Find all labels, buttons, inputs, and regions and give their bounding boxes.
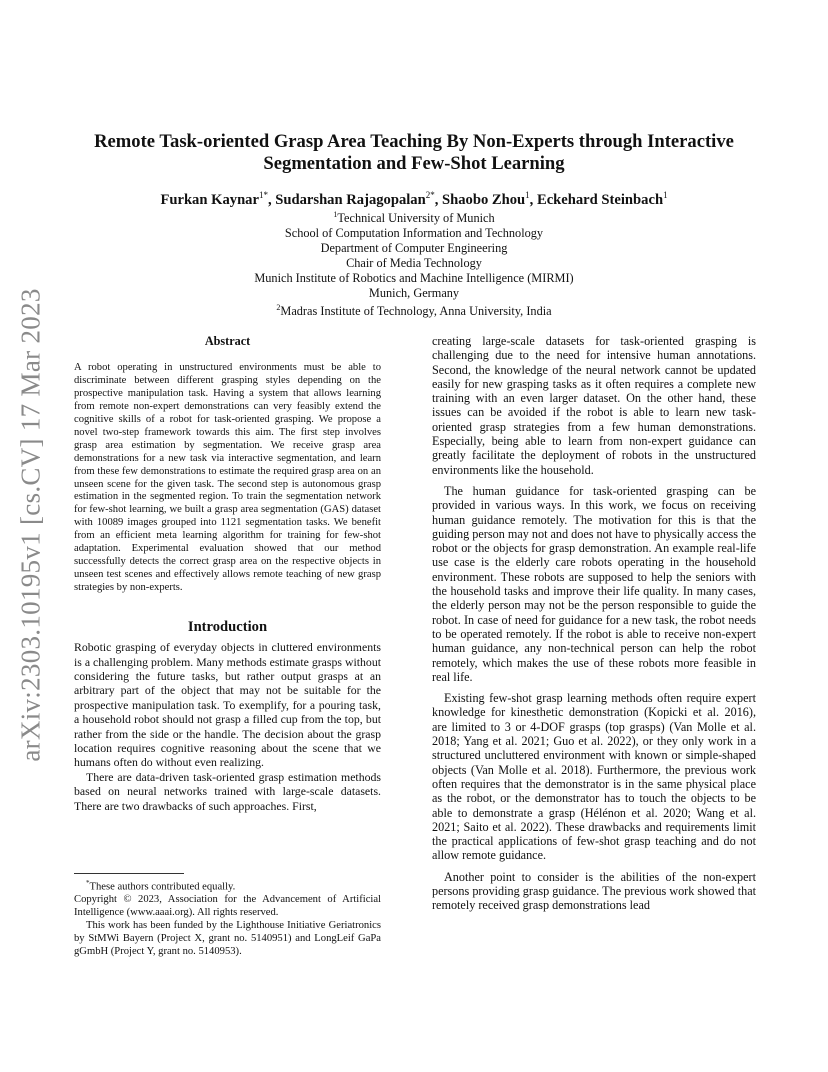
footnote-funding: This work has been funded by the Lighthouse Initiative Geriatronics by StMWi Bayern (Project X, grant no. 5140951) and LongLeif GaPa gGmbH (Project Y, grant no. 5140953).	[74, 920, 381, 958]
body-paragraph: Robotic grasping of everyday objects in cluttered environments is a challenging problem. Many methods estimate grasps without considering the future tasks, but rather output grasps at an arbitrary part of the object that may not be suitable for the prospective manipulation task. To exemplify, for a pouring task, a household robot should not grasp a filled cup from the top, but rather from the side or the handle. The decision about the grasp location requires cognitive reasoning about the scene that we humans often do without even realizing.	[74, 640, 381, 770]
footnote-copyright: Copyright © 2023, Association for the Advancement of Artificial Intelligence (www.aaai.org). All rights reserved.	[74, 894, 381, 919]
body-paragraph: The human guidance for task-oriented grasping can be provided in various ways. In this work, we focus on receiving human guidance remotely. The motivation for this is that the guiding person may not and does not have to physically access the robot or the objects for grasp demonstration. An example real-life use case is the elderly care robots operating in the household environment. These robots are supposed to help the seniors with the household tasks and improve their life quality. In many cases, the elderly person may not be the person responsible to guide the robot. In case of need for guidance for a new task, the robot needs to be operated remotely. If the robot is able to receive non-expert human guidance, any non-technical person can help the robot remotely, which makes the use of these robots more feasible in real life.	[432, 483, 756, 684]
author-mark: 1	[525, 190, 530, 200]
author-mark: 2*	[425, 190, 435, 200]
introduction-heading: Introduction	[187, 618, 268, 635]
left-column	[74, 334, 381, 813]
abstract-heading: Abstract	[204, 334, 251, 348]
affiliation-line: Chair of Media Technology	[346, 255, 482, 270]
arxiv-stamp-text: arXiv:2303.10195v1 [cs.CV] 17 Mar 2023	[15, 288, 46, 762]
footnote-block	[74, 873, 381, 959]
body-paragraph: Another point to consider is the abilities of the non-expert persons providing grasp guidance. The previous work showed that remotely received grasp demonstrations lead	[432, 869, 756, 913]
affiliation-line: $^1$Technical University of Munich	[333, 210, 495, 226]
author-mark: 1*	[258, 190, 268, 200]
author-list: Furkan Kaynar$^{1*}$, Sudarshan Rajagopalan$^{2*}$, Shaobo Zhou$^1$, Eckehard Steinbach$^1$	[160, 190, 668, 208]
body-paragraph: There are data-driven task-oriented grasp estimation methods based on neural networks trained with large-scale datasets. There are two drawbacks of such approaches. First,	[74, 769, 381, 813]
body-paragraph: creating large-scale datasets for task-oriented grasping is challenging due to the need for intensive human annotations. Second, the knowledge of the neural network cannot be updated easily for new grasping tasks as it often requires a complete new training with an even larger dataset. On the other hand, these issues can be avoided if the robot is able to learn new task-oriented grasp strategies from a few human demonstrations. Especially, being able to learn from non-expert guidance can greatly facilitate the deployment of robots in the unstructured environments like the household.	[432, 334, 756, 477]
footnote-equal-contribution: *These authors contributed equally.	[86, 879, 236, 893]
paper-title: Remote Task-oriented Grasp Area Teaching By Non-Experts through Interactive Segmentation and Few-Shot Learning	[94, 131, 734, 174]
affiliation-line: Department of Computer Engineering	[320, 240, 508, 255]
author-name: Sudarshan Rajagopalan	[275, 191, 426, 208]
author-name: Eckehard Steinbach	[536, 191, 664, 208]
footnote-divider	[74, 873, 184, 874]
affiliation-line: Munich, Germany	[368, 285, 460, 300]
affiliation-block	[70, 208, 758, 319]
abstract-text: A robot operating in unstructured environments must be able to discriminate between different grasping styles depending on the prospective manipulation task. Having a system that allows learning from remote non-expert demonstrations can very feasibly extend the cognitive skills of a robot for task-oriented grasping. We propose a novel two-step framework towards this aim. The first step involves grasp area estimation by segmentation. We receive grasp area demonstrations for a new task via interactive segmentation, and learn from these few demonstrations to estimate the required grasp area on an unseen scene for the given task. The second step is autonomous grasp estimation in the segmented region. To train the segmentation network for few-shot learning, we built a grasp area segmentation (GAS) dataset with 10089 images grouped into 1121 segmentation tasks. We benefit from an efficient meta learning algorithm for training for few-shot adaptation. Experimental evaluation showed that our method successfully detects the correct grasp area on the respective objects in unseen test scenes and effectively allows remote teaching of new grasp strategies by non-experts.	[74, 362, 381, 593]
body-paragraph: Existing few-shot grasp learning methods often require expert knowledge for kinesthetic demonstration (Kopicki et al. 2016), are limited to 3 or 4-DOF grasps (top grasps) (Van Molle et al. 2018; Yang et al. 2021; Guo et al. 2022), or they only work in a structured uncluttered environment with known or simple-shaped objects (Van Molle et al. 2018). Furthermore, the previous work often requires that the demonstrator is in the same physical place as the robot, or the demonstrator has to touch the objects to be able to demonstrate a grasp (Hélénon et al. 2020; Wang et al. 2021; Saito et al. 2022). These drawbacks and requirements limit the practical applications of few-shot grasp teaching and do not allow remote guidance.	[432, 691, 756, 863]
author-name: Furkan Kaynar	[160, 191, 259, 208]
affiliation-line: School of Computation Information and Technology	[284, 226, 544, 240]
right-column	[432, 334, 756, 920]
affiliation-line: Munich Institute of Robotics and Machine Intelligence (MIRMI)	[254, 270, 574, 285]
arxiv-identifier-stamp	[14, 290, 48, 760]
affiliation-line: $^2$Madras Institute of Technology, Anna University, India	[276, 302, 552, 318]
author-mark: 1	[663, 190, 668, 200]
author-name: Shaobo Zhou	[442, 191, 526, 208]
